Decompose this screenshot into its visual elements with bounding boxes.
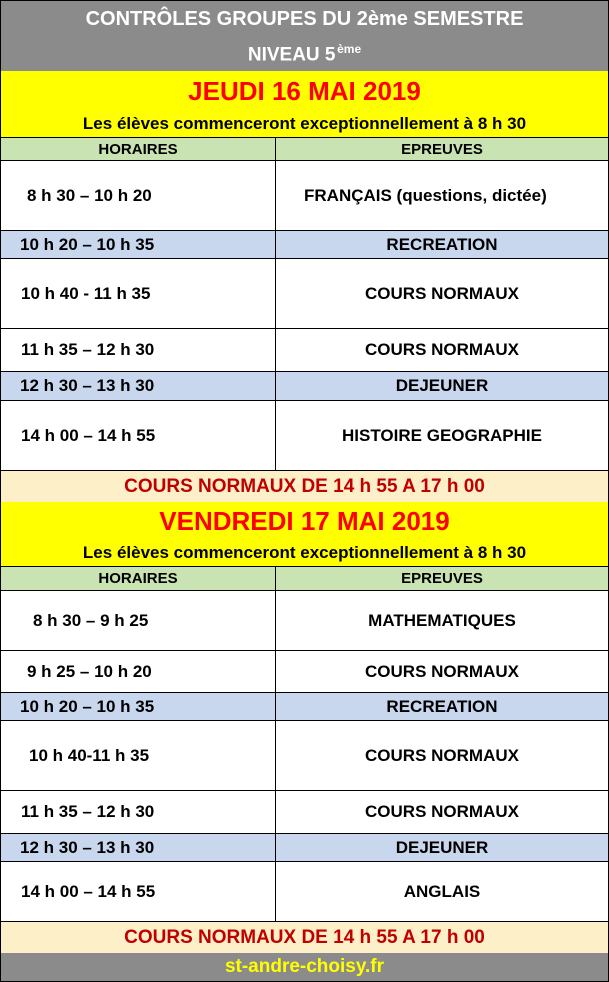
table-row bbox=[1, 230, 608, 258]
row-time: 14 h 00 – 14 h 55 bbox=[1, 862, 276, 921]
row-subject: HISTOIRE GEOGRAPHIE bbox=[342, 425, 542, 445]
col-header-times: HORAIRES bbox=[1, 138, 276, 160]
row-subject: COURS NORMAUX bbox=[365, 340, 519, 359]
table-row bbox=[1, 328, 608, 371]
table-row bbox=[1, 650, 608, 692]
row-time: 10 h 40-11 h 35 bbox=[1, 721, 276, 790]
row-time: 10 h 20 – 10 h 35 bbox=[1, 693, 276, 720]
level-text bbox=[248, 42, 361, 66]
level-title bbox=[1, 37, 608, 71]
day-1-afternoon-note bbox=[1, 470, 608, 502]
table-row bbox=[1, 833, 608, 861]
row-subject: ANGLAIS bbox=[403, 881, 481, 901]
day-1-note-text: Les élèves commenceront exceptionnellement à 8 h 30 bbox=[82, 114, 527, 133]
site-link[interactable]: st-andre-choisy.fr bbox=[224, 956, 385, 977]
level-label: NIVEAU 5 bbox=[247, 44, 336, 66]
row-subject: RECREATION bbox=[386, 696, 498, 716]
row-time: 8 h 30 – 10 h 20 bbox=[1, 161, 276, 230]
day-1-afternoon-text: COURS NORMAUX DE 14 h 55 A 17 h 00 bbox=[124, 475, 485, 497]
row-subject: DEJEUNER bbox=[395, 376, 489, 395]
table-row bbox=[1, 790, 608, 833]
row-time: 9 h 25 – 10 h 20 bbox=[1, 651, 276, 692]
row-subject: MATHEMATIQUES bbox=[368, 610, 516, 630]
table-row bbox=[1, 590, 608, 650]
day-2-date-text: VENDREDI 17 MAI 2019 bbox=[159, 505, 450, 536]
row-subject: COURS NORMAUX bbox=[365, 661, 519, 681]
day-2-afternoon-note bbox=[1, 921, 608, 953]
row-time: 11 h 35 – 12 h 30 bbox=[1, 791, 276, 833]
row-subject: DEJEUNER bbox=[395, 837, 489, 857]
row-time: 12 h 30 – 13 h 30 bbox=[1, 834, 276, 861]
row-subject: RECREATION bbox=[386, 234, 498, 254]
semester-title-text: CONTRÔLES GROUPES DU 2ème SEMESTRE bbox=[85, 7, 524, 30]
row-time: 11 h 35 – 12 h 30 bbox=[1, 329, 276, 371]
day-2-afternoon-text: COURS NORMAUX DE 14 h 55 A 17 h 00 bbox=[124, 926, 485, 948]
row-subject: COURS NORMAUX bbox=[365, 802, 519, 821]
row-subject: FRANÇAIS (questions, dictée) bbox=[304, 185, 547, 205]
row-subject: COURS NORMAUX bbox=[365, 283, 519, 303]
table-row bbox=[1, 400, 608, 470]
col-header-tests: EPREUVES bbox=[401, 140, 483, 158]
table-row bbox=[1, 720, 608, 790]
col-header-tests: EPREUVES bbox=[401, 570, 483, 587]
table-row bbox=[1, 861, 608, 921]
day-1-date bbox=[1, 71, 608, 111]
level-superscript: ème bbox=[337, 41, 362, 56]
row-time: 10 h 20 – 10 h 35 bbox=[1, 231, 276, 258]
day-2-date bbox=[1, 502, 608, 540]
day-1-column-headers bbox=[1, 137, 608, 160]
row-time: 10 h 40 - 11 h 35 bbox=[1, 259, 276, 328]
row-time: 14 h 00 – 14 h 55 bbox=[1, 401, 276, 470]
day-1-date-text: JEUDI 16 MAI 2019 bbox=[188, 75, 421, 106]
semester-title bbox=[1, 1, 608, 37]
day-2-note-text: Les élèves commenceront exceptionnellement à 8 h 30 bbox=[82, 543, 527, 562]
day-2-note bbox=[1, 540, 608, 566]
row-subject: COURS NORMAUX bbox=[365, 745, 519, 765]
table-row bbox=[1, 692, 608, 720]
site-footer bbox=[1, 953, 608, 981]
day-2-column-headers bbox=[1, 566, 608, 590]
table-row bbox=[1, 160, 608, 230]
table-row bbox=[1, 371, 608, 400]
day-1-note bbox=[1, 111, 608, 137]
table-row bbox=[1, 258, 608, 328]
row-time: 8 h 30 – 9 h 25 bbox=[1, 591, 276, 650]
col-header-times: HORAIRES bbox=[1, 567, 276, 590]
row-time: 12 h 30 – 13 h 30 bbox=[1, 372, 276, 400]
